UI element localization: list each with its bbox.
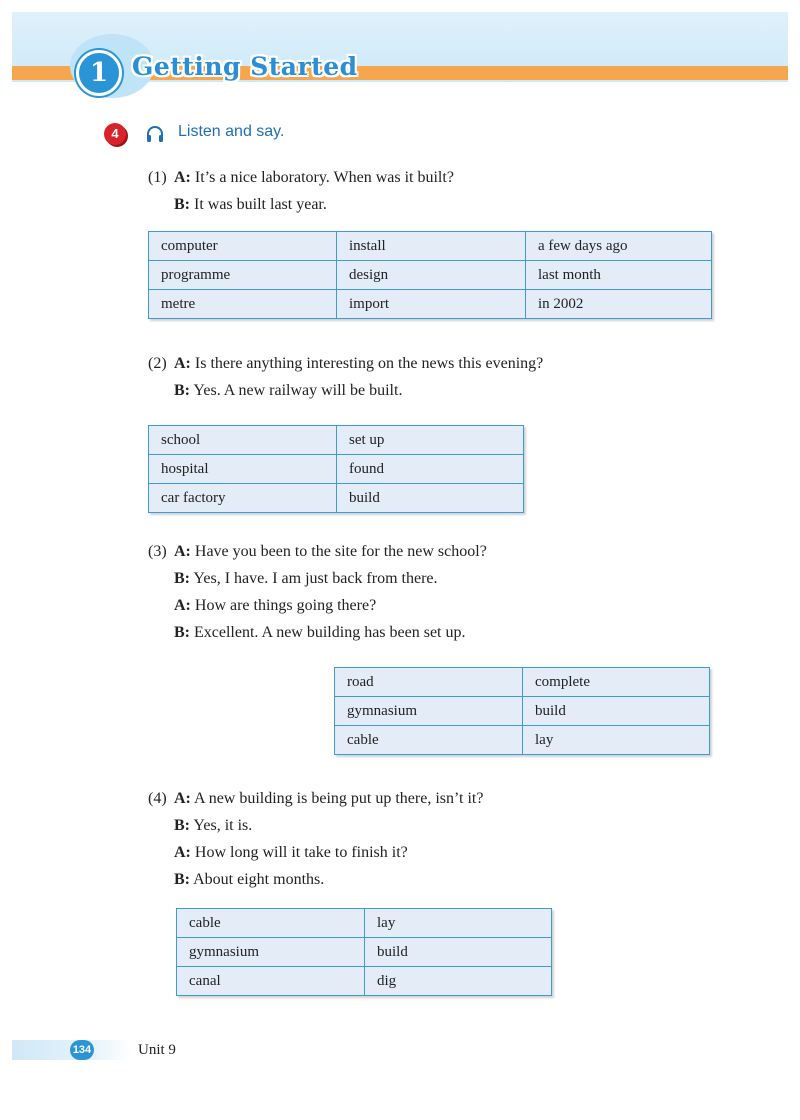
line-text: Have you been to the site for the new school? xyxy=(194,543,487,560)
speaker-label: B: xyxy=(174,817,190,834)
speaker-label: B: xyxy=(174,196,190,213)
section-number: 1 xyxy=(76,50,122,96)
line-text: It’s a nice laboratory. When was it built? xyxy=(194,169,454,186)
table-row xyxy=(177,967,552,996)
substitution-table-2 xyxy=(148,425,524,513)
table-cell: gymnasium xyxy=(177,938,365,967)
table-row xyxy=(149,455,524,484)
table-cell: hospital xyxy=(149,455,337,484)
table-cell: found xyxy=(337,455,524,484)
table-row xyxy=(149,426,524,455)
speaker-label: B: xyxy=(174,624,190,641)
line-text: Yes, it is. xyxy=(193,817,253,834)
table-cell: build xyxy=(337,484,524,513)
line-text: Is there anything interesting on the news this evening? xyxy=(194,355,544,372)
table-cell: import xyxy=(337,290,526,319)
dialogue-line xyxy=(174,596,376,616)
table-row xyxy=(149,232,712,261)
table-cell: cable xyxy=(335,726,523,755)
page-number: 134 xyxy=(70,1040,94,1060)
line-text: It was built last year. xyxy=(194,196,327,213)
dialogue-line xyxy=(174,816,252,836)
dialogue-line xyxy=(174,870,324,890)
speaker-label: A: xyxy=(174,790,191,807)
line-text: Excellent. A new building has been set up. xyxy=(194,624,466,641)
table-cell: canal xyxy=(177,967,365,996)
line-text: A new building is being put up there, isn’t it? xyxy=(194,790,484,807)
dialogue-number: (1) xyxy=(148,169,167,186)
line-text: How long will it take to finish it? xyxy=(194,844,408,861)
substitution-table-3 xyxy=(334,667,710,755)
table-cell: build xyxy=(523,697,710,726)
table-cell: road xyxy=(335,668,523,697)
table-cell: dig xyxy=(365,967,552,996)
line-text: Yes, I have. I am just back from there. xyxy=(193,570,438,587)
table-row xyxy=(335,668,710,697)
table-cell: in 2002 xyxy=(526,290,712,319)
dialogue-line xyxy=(148,789,483,809)
substitution-table-1 xyxy=(148,231,712,319)
table-cell: build xyxy=(365,938,552,967)
line-text: About eight months. xyxy=(193,871,325,888)
activity-instruction: Listen and say. xyxy=(178,123,285,140)
dialogue-line xyxy=(174,569,438,589)
dialogue-line xyxy=(174,843,408,863)
table-cell: design xyxy=(337,261,526,290)
dialogue-line xyxy=(148,542,487,562)
table-cell: a few days ago xyxy=(526,232,712,261)
table-cell: gymnasium xyxy=(335,697,523,726)
table-row xyxy=(335,697,710,726)
speaker-label: A: xyxy=(174,355,191,372)
dialogue-line xyxy=(174,195,327,215)
table-row xyxy=(177,909,552,938)
table-cell: lay xyxy=(523,726,710,755)
headphones-icon xyxy=(145,124,165,144)
table-cell: programme xyxy=(149,261,337,290)
table-row xyxy=(177,938,552,967)
table-cell: install xyxy=(337,232,526,261)
line-text: How are things going there? xyxy=(194,597,377,614)
table-row xyxy=(149,484,524,513)
dialogue-line xyxy=(174,623,466,643)
speaker-label: A: xyxy=(174,543,191,560)
line-text: Yes. A new railway will be built. xyxy=(193,382,403,399)
speaker-label: A: xyxy=(174,844,191,861)
dialogue-line xyxy=(174,381,402,401)
speaker-label: B: xyxy=(174,570,190,587)
table-cell: last month xyxy=(526,261,712,290)
table-cell: metre xyxy=(149,290,337,319)
speaker-label: A: xyxy=(174,169,191,186)
dialogue-number: (3) xyxy=(148,543,167,560)
dialogue-line xyxy=(148,168,454,188)
speaker-label: B: xyxy=(174,382,190,399)
table-cell: complete xyxy=(523,668,710,697)
activity-number-badge: 4 xyxy=(104,123,126,145)
table-row xyxy=(149,261,712,290)
table-cell: set up xyxy=(337,426,524,455)
unit-label: Unit 9 xyxy=(138,1042,176,1058)
dialogue-number: (2) xyxy=(148,355,167,372)
substitution-table-4 xyxy=(176,908,552,996)
table-row xyxy=(149,290,712,319)
dialogue-number: (4) xyxy=(148,790,167,807)
section-title: Getting Started xyxy=(132,52,358,81)
speaker-label: B: xyxy=(174,871,190,888)
speaker-label: A: xyxy=(174,597,191,614)
table-cell: computer xyxy=(149,232,337,261)
table-cell: lay xyxy=(365,909,552,938)
table-cell: school xyxy=(149,426,337,455)
table-cell: cable xyxy=(177,909,365,938)
dialogue-line xyxy=(148,354,543,374)
table-cell: car factory xyxy=(149,484,337,513)
table-row xyxy=(335,726,710,755)
